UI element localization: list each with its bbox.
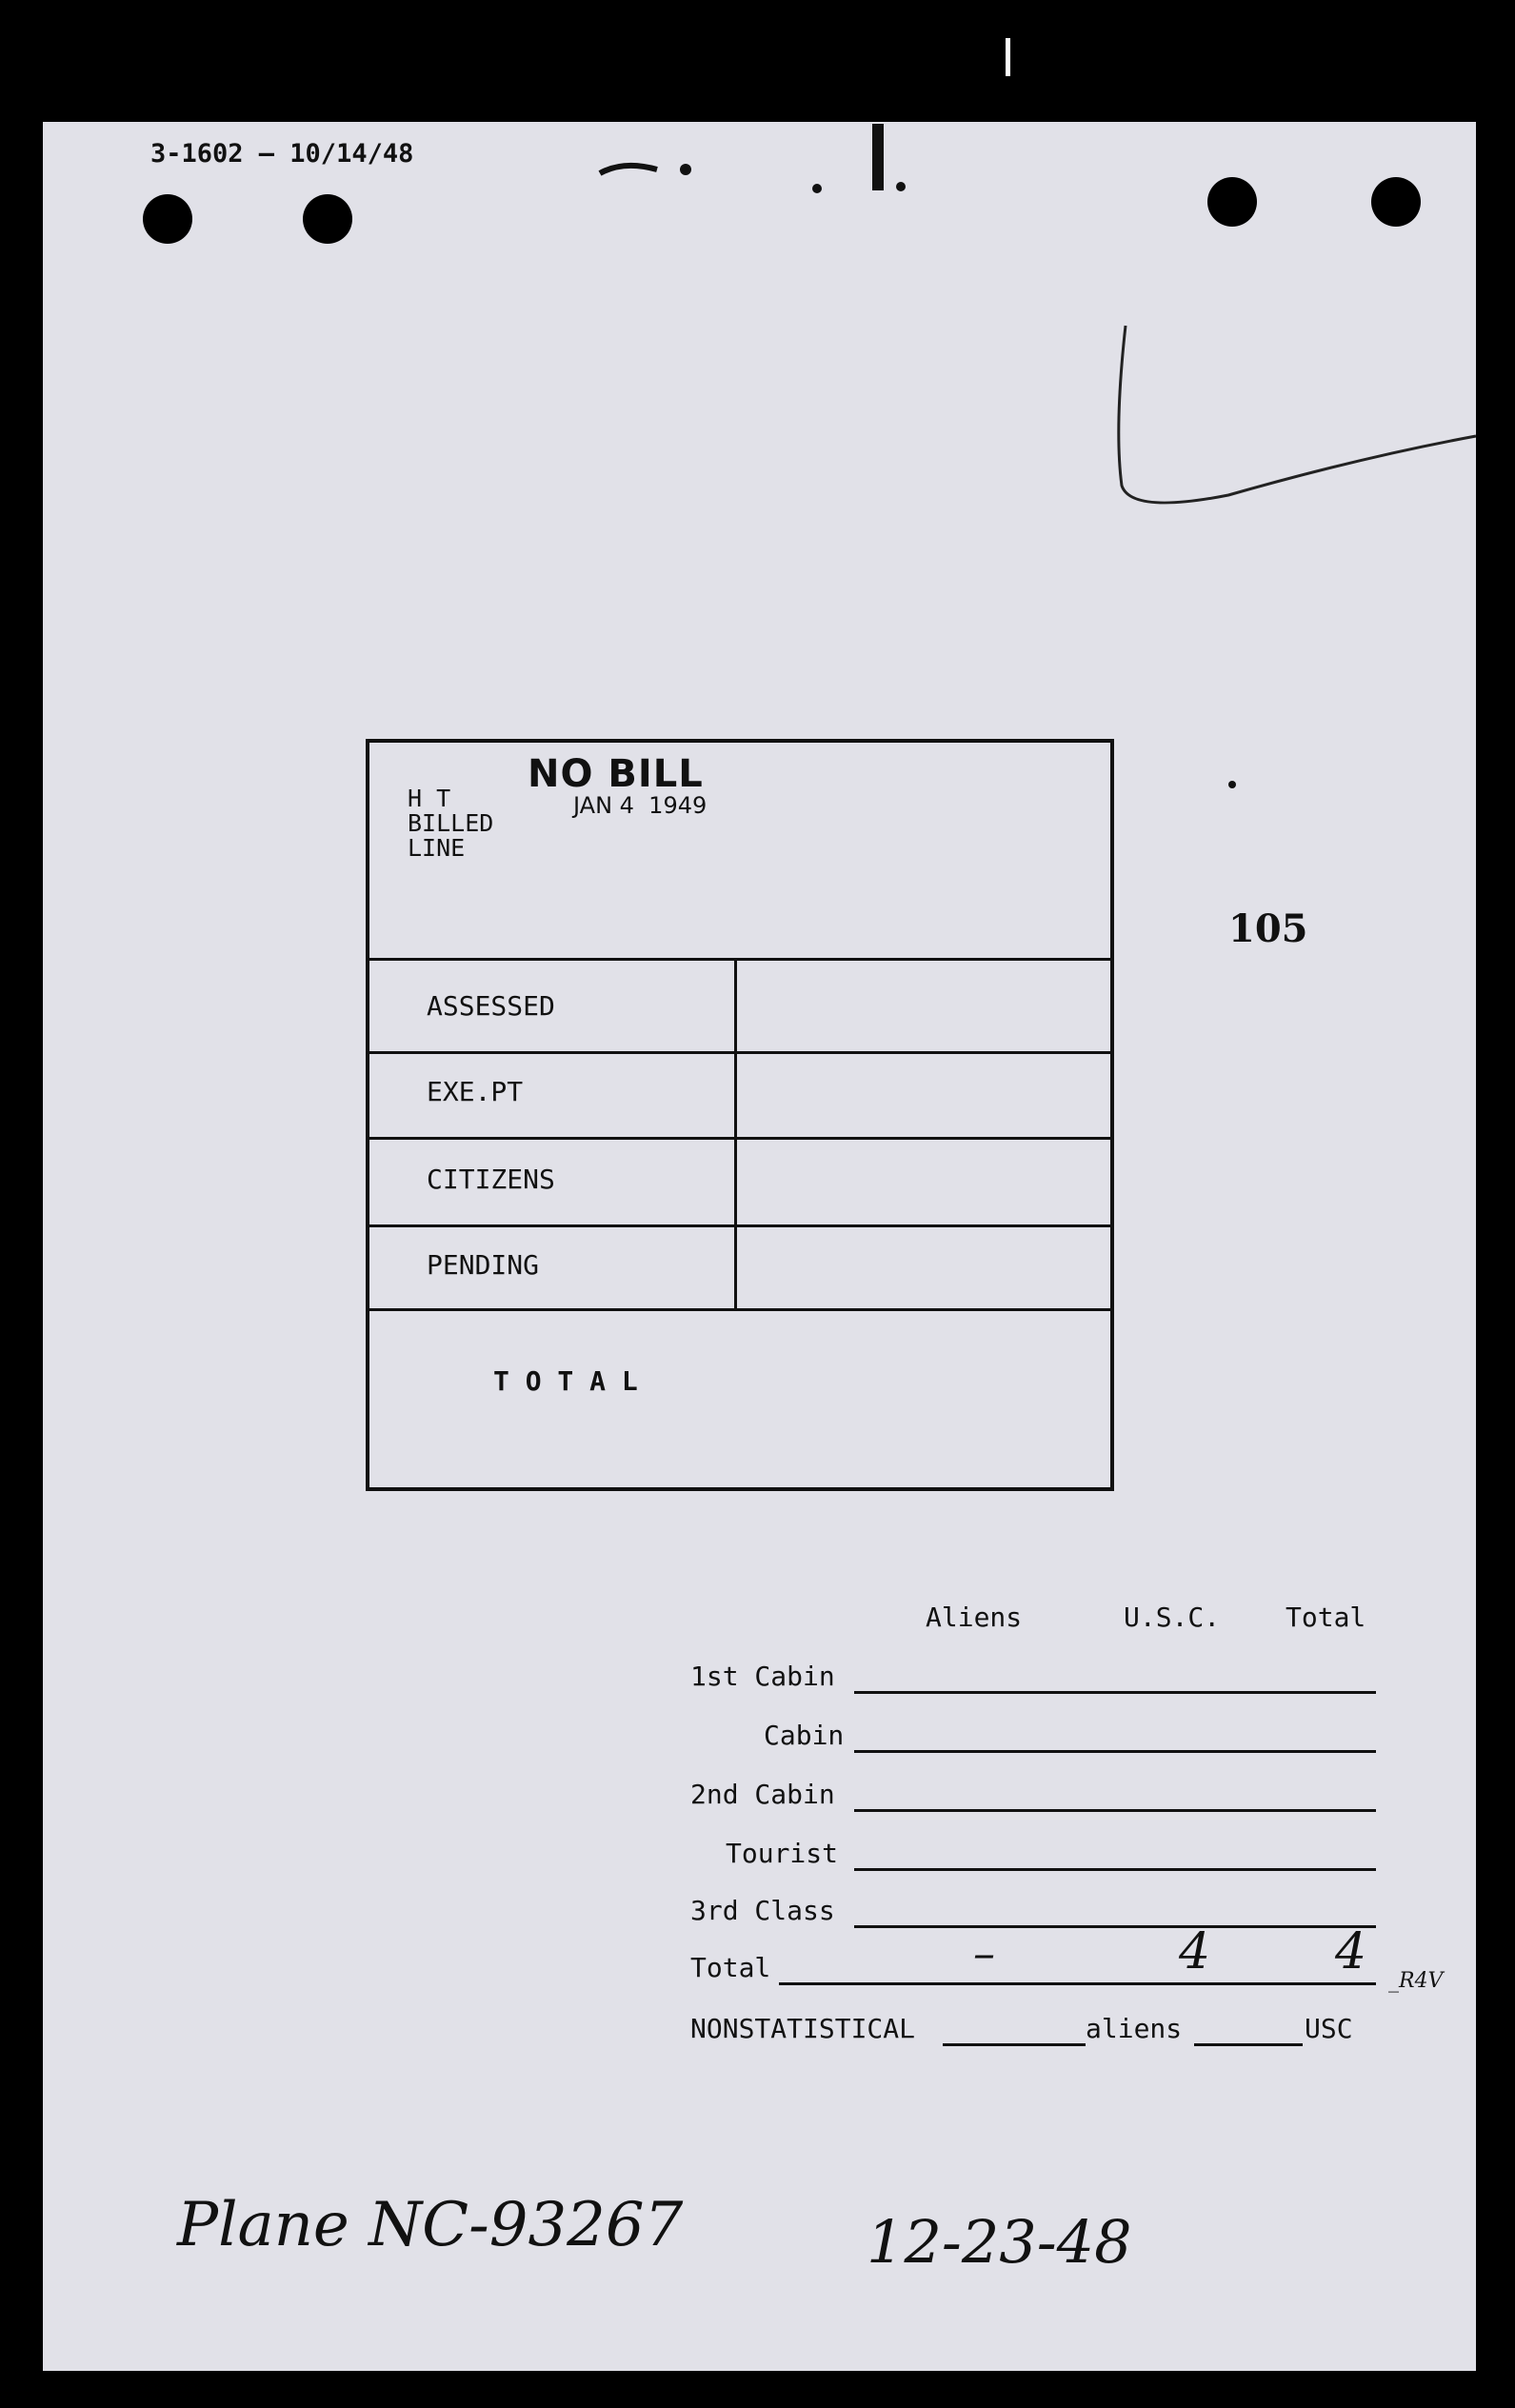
column-divider <box>734 958 737 1310</box>
initials: _R4V <box>1388 1969 1444 1993</box>
nonstat-aliens-label: aliens <box>1086 2013 1183 2044</box>
total-total-value: 4 <box>1335 1923 1367 1980</box>
blank-line <box>854 1691 1376 1694</box>
row-3rd-class: 3rd Class <box>690 1895 835 1926</box>
form-number: 3-1602 — 10/14/48 <box>150 139 414 169</box>
row-tourist: Tourist <box>726 1838 839 1869</box>
row-1st-cabin: 1st Cabin <box>690 1661 835 1692</box>
punch-hole-icon <box>303 194 352 244</box>
handwritten-plane: Plane NC-93267 <box>177 2190 684 2260</box>
divider <box>369 1224 1114 1227</box>
divider <box>369 958 1114 961</box>
divider <box>369 1308 1114 1311</box>
row-total: Total <box>690 1952 771 1983</box>
ink-dot <box>1228 781 1236 788</box>
row-label-assessed: ASSESSED <box>427 990 555 1022</box>
stamp-date: JAN 4 1949 <box>573 792 708 819</box>
blank-line <box>779 1982 1376 1985</box>
total-usc-value: 4 <box>1179 1923 1211 1980</box>
top-edge-mark <box>1006 38 1010 76</box>
row-label-exempt: EXE.PT <box>427 1076 524 1107</box>
row-2nd-cabin: 2nd Cabin <box>690 1779 835 1810</box>
row-label-pending: PENDING <box>427 1249 540 1281</box>
nonstat-label: NONSTATISTICAL <box>690 2013 916 2044</box>
total-aliens-value: – <box>973 1927 995 1979</box>
stamp-box <box>366 739 1114 1491</box>
total-label: T O T A L <box>493 1365 638 1397</box>
divider <box>369 1137 1114 1140</box>
pencil-curve <box>1086 314 1485 514</box>
stamp-label-ht: H T <box>408 785 451 812</box>
column-header-aliens: Aliens <box>926 1602 1023 1633</box>
row-label-citizens: CITIZENS <box>427 1164 555 1195</box>
ink-marks <box>571 95 952 200</box>
blank-line <box>854 1750 1376 1753</box>
handwritten-date: 12-23-48 <box>867 2207 1132 2277</box>
punch-hole-icon <box>1207 177 1257 227</box>
stamp-label-line: LINE <box>408 834 466 862</box>
divider <box>369 1051 1114 1054</box>
column-header-total: Total <box>1286 1602 1366 1633</box>
page-number: 105 <box>1228 906 1308 951</box>
blank-line <box>943 2043 1086 2046</box>
stamp-no-bill: NO BILL <box>528 752 704 796</box>
blank-line <box>854 1809 1376 1812</box>
stamp-label-billed: BILLED <box>408 809 494 837</box>
row-cabin: Cabin <box>764 1720 845 1751</box>
nonstat-usc-label: USC <box>1305 2013 1353 2044</box>
blank-line <box>854 1868 1376 1871</box>
blank-line <box>1194 2043 1303 2046</box>
blank-line <box>854 1925 1376 1928</box>
punch-hole-icon <box>143 194 192 244</box>
column-header-usc: U.S.C. <box>1124 1602 1221 1633</box>
punch-hole-icon <box>1371 177 1421 227</box>
